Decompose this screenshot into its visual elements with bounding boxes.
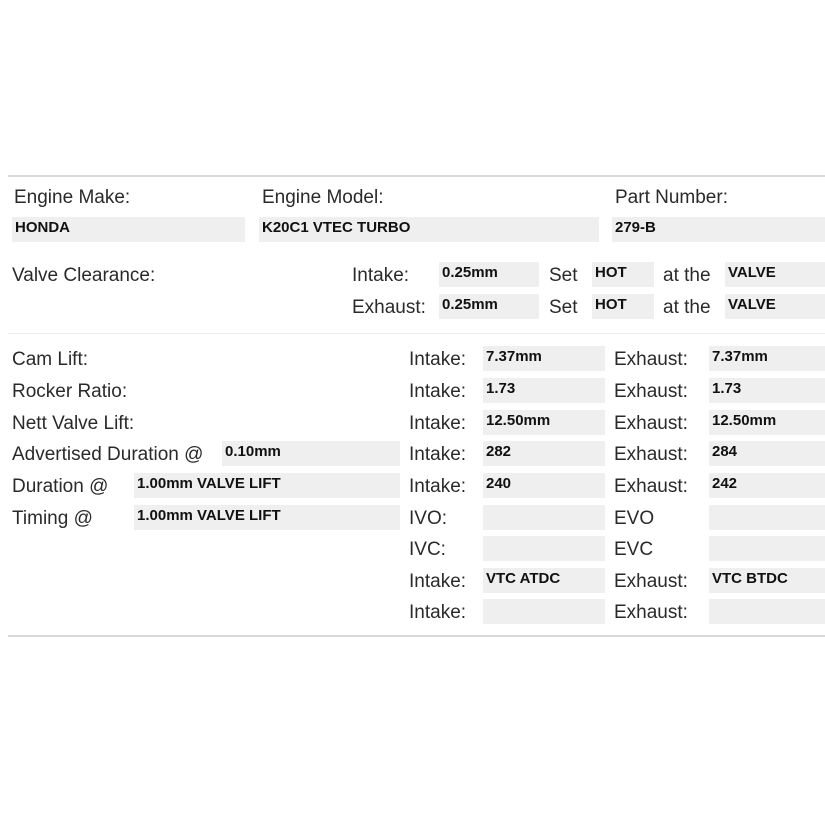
ivc-label: IVC: — [409, 539, 446, 560]
duration-at-value: 1.00mm VALVE LIFT — [134, 473, 400, 498]
rocker-ratio-exhaust-label: Exhaust: — [614, 381, 688, 402]
clearance-intake-set-label: Set — [549, 265, 578, 286]
bottom-rule — [8, 635, 825, 637]
clearance-exhaust-label: Exhaust: — [352, 297, 426, 318]
clearance-intake-value: 0.25mm — [439, 262, 539, 287]
centre-exhaust-value: VTC BTDC — [709, 568, 825, 593]
nett-lift-intake-label: Intake: — [409, 413, 467, 434]
clearance-intake-label: Intake: — [352, 265, 410, 286]
centre-exhaust-label: Exhaust: — [614, 571, 688, 592]
top-rule — [8, 175, 825, 177]
adv-duration-exhaust-value: 284 — [709, 441, 825, 466]
evo-value — [709, 505, 825, 530]
clearance-exhaust-set-value: HOT — [592, 294, 654, 319]
adv-duration-intake-label: Intake: — [409, 444, 467, 465]
ivc-value — [483, 536, 605, 561]
clearance-intake-at-label: at the — [663, 265, 711, 286]
clearance-exhaust-value: 0.25mm — [439, 294, 539, 319]
engine-make-label: Engine Make: — [14, 187, 131, 208]
clearance-intake-at-value: VALVE — [725, 262, 825, 287]
extra-exhaust-value — [709, 599, 825, 624]
advertised-duration-at-value: 0.10mm — [222, 441, 400, 466]
extra-intake-label: Intake: — [409, 602, 467, 623]
middle-rule — [8, 333, 825, 334]
timing-label: Timing @ — [12, 508, 93, 529]
engine-model-label: Engine Model: — [262, 187, 384, 208]
nett-valve-lift-label: Nett Valve Lift: — [12, 413, 135, 434]
cam-lift-exhaust-label: Exhaust: — [614, 349, 688, 370]
clearance-exhaust-set-label: Set — [549, 297, 578, 318]
ivo-value — [483, 505, 605, 530]
valve-clearance-label: Valve Clearance: — [12, 265, 156, 286]
engine-model-value: K20C1 VTEC TURBO — [259, 217, 599, 242]
nett-lift-exhaust-value: 12.50mm — [709, 410, 825, 435]
cam-lift-exhaust-value: 7.37mm — [709, 346, 825, 371]
timing-at-value: 1.00mm VALVE LIFT — [134, 505, 400, 530]
rocker-ratio-intake-label: Intake: — [409, 381, 467, 402]
adv-duration-exhaust-label: Exhaust: — [614, 444, 688, 465]
evc-value — [709, 536, 825, 561]
rocker-ratio-label: Rocker Ratio: — [12, 381, 128, 402]
duration-exhaust-value: 242 — [709, 473, 825, 498]
centre-intake-value: VTC ATDC — [483, 568, 605, 593]
nett-lift-exhaust-label: Exhaust: — [614, 413, 688, 434]
nett-lift-intake-value: 12.50mm — [483, 410, 605, 435]
adv-duration-intake-value: 282 — [483, 441, 605, 466]
duration-label: Duration @ — [12, 476, 109, 497]
engine-make-value: HONDA — [12, 217, 245, 242]
clearance-exhaust-at-value: VALVE — [725, 294, 825, 319]
cam-lift-intake-value: 7.37mm — [483, 346, 605, 371]
rocker-ratio-intake-value: 1.73 — [483, 378, 605, 403]
duration-intake-label: Intake: — [409, 476, 467, 497]
duration-exhaust-label: Exhaust: — [614, 476, 688, 497]
evc-label: EVC — [614, 539, 654, 560]
part-number-label: Part Number: — [615, 187, 728, 208]
advertised-duration-label: Advertised Duration @ — [12, 444, 204, 465]
clearance-exhaust-at-label: at the — [663, 297, 711, 318]
duration-intake-value: 240 — [483, 473, 605, 498]
ivo-label: IVO: — [409, 508, 448, 529]
extra-intake-value — [483, 599, 605, 624]
extra-exhaust-label: Exhaust: — [614, 602, 688, 623]
evo-label: EVO — [614, 508, 655, 529]
cam-lift-intake-label: Intake: — [409, 349, 467, 370]
part-number-value: 279-B — [612, 217, 825, 242]
clearance-intake-set-value: HOT — [592, 262, 654, 287]
cam-lift-label: Cam Lift: — [12, 349, 89, 370]
centre-intake-label: Intake: — [409, 571, 467, 592]
rocker-ratio-exhaust-value: 1.73 — [709, 378, 825, 403]
